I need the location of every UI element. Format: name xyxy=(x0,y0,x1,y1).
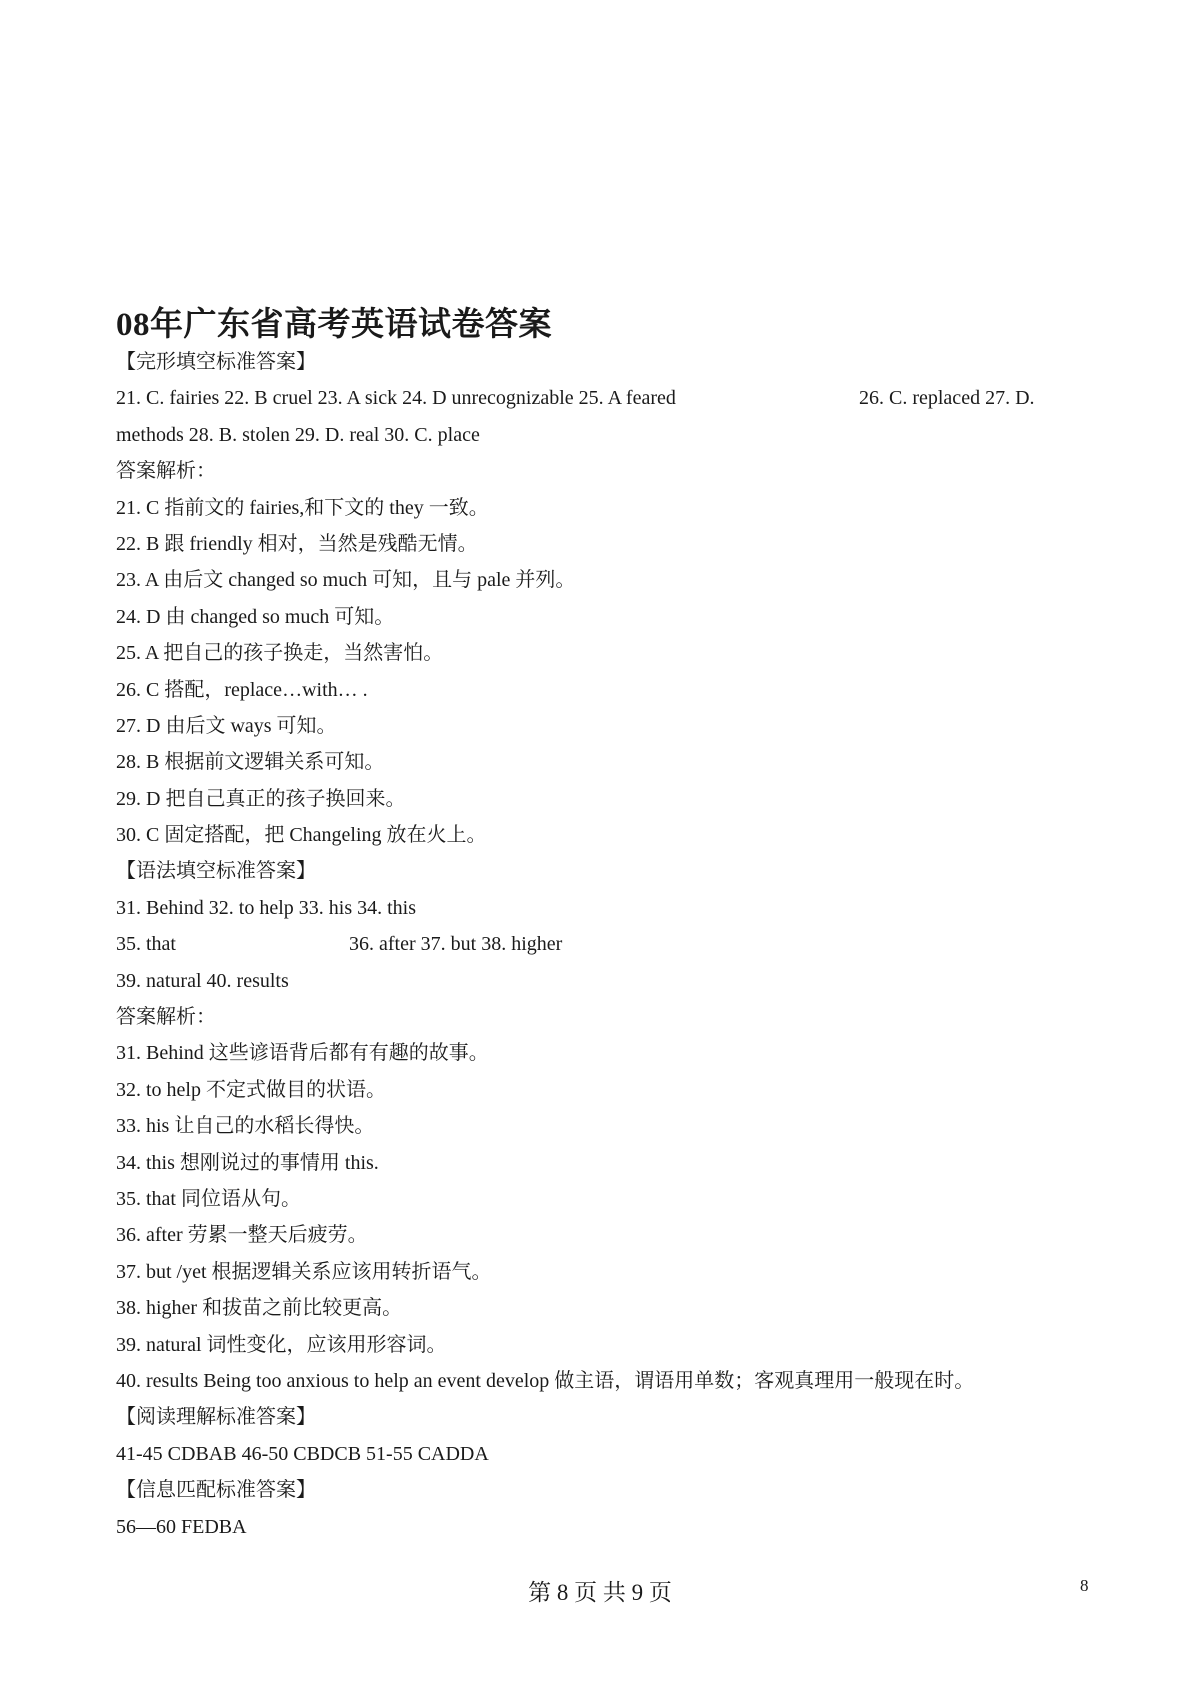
grammar-analysis-item: 38. higher 和拔苗之前比较更高。 xyxy=(116,1297,403,1320)
cloze-section-header: 【完形填空标准答案】 xyxy=(116,351,316,373)
grammar-answers-line-1: 31. Behind 32. to help 33. his 34. this xyxy=(116,896,416,919)
cloze-analysis-item: 21. C 指前文的 fairies,和下文的 they 一致。 xyxy=(116,496,489,519)
page-title: 08年广东省高考英语试卷答案 xyxy=(116,307,552,343)
grammar-answers-line-2 xyxy=(116,926,1116,962)
grammar-answers-line-3: 39. natural 40. results xyxy=(116,969,289,992)
grammar-analysis-item: 33. his 让自己的水稻长得快。 xyxy=(116,1115,375,1138)
reading-answers: 41-45 CDBAB 46-50 CBDCB 51-55 CADDA xyxy=(116,1442,489,1465)
cloze-analysis-item: 26. C 搭配，replace…with… . xyxy=(116,678,368,701)
cloze-analysis-item: 22. B 跟 friendly 相对，当然是残酷无情。 xyxy=(116,532,478,555)
page-footer: 第 8 页 共 9 页 xyxy=(528,1580,672,1605)
page-number: 8 xyxy=(1080,1576,1089,1595)
grammar-analysis-item: 34. this 想刚说过的事情用 this. xyxy=(116,1151,379,1174)
grammar-answers-left: 35. that xyxy=(116,933,176,956)
cloze-analysis-item: 25. A 把自己的孩子换走，当然害怕。 xyxy=(116,642,444,665)
cloze-analysis-header: 答案解析： xyxy=(116,460,216,483)
grammar-answers-right: 36. after 37. but 38. higher xyxy=(349,933,563,956)
reading-section-header: 【阅读理解标准答案】 xyxy=(116,1406,316,1429)
cloze-analysis-item: 30. C 固定搭配，把 Changeling 放在火上。 xyxy=(116,824,487,847)
cloze-answers-line-2: methods 28. B. stolen 29. D. real 30. C. place xyxy=(116,423,480,446)
grammar-analysis-item: 39. natural 词性变化，应该用形容词。 xyxy=(116,1333,447,1356)
grammar-analysis-item: 35. that 同位语从句。 xyxy=(116,1187,301,1210)
grammar-analysis-item: 31. Behind 这些谚语背后都有有趣的故事。 xyxy=(116,1042,489,1065)
cloze-analysis-item: 23. A 由后文 changed so much 可知，且与 pale 并列。 xyxy=(116,569,576,592)
cloze-analysis-item: 24. D 由 changed so much 可知。 xyxy=(116,605,395,628)
cloze-analysis-item: 28. B 根据前文逻辑关系可知。 xyxy=(116,751,385,774)
matching-section-header: 【信息匹配标准答案】 xyxy=(116,1479,316,1502)
cloze-answers-left: 21. C. fairies 22. B cruel 23. A sick 24. D unrecognizable 25. A feared xyxy=(116,387,676,410)
cloze-analysis-item: 29. D 把自己真正的孩子换回来。 xyxy=(116,787,406,810)
grammar-analysis-item: 36. after 劳累一整天后疲劳。 xyxy=(116,1224,368,1247)
grammar-analysis-item: 32. to help 不定式做目的状语。 xyxy=(116,1078,386,1101)
answer-content xyxy=(116,344,1116,1545)
grammar-analysis-header: 答案解析： xyxy=(116,1006,216,1029)
matching-answers: 56—60 FEDBA xyxy=(116,1515,247,1538)
grammar-analysis-item: 40. results Being too anxious to help an event develop 做主语，谓语用单数；客观真理用一般现在时。 xyxy=(116,1369,975,1392)
grammar-section-header: 【语法填空标准答案】 xyxy=(116,860,316,883)
cloze-analysis-item: 27. D 由后文 ways 可知。 xyxy=(116,714,337,737)
grammar-analysis-item: 37. but /yet 根据逻辑关系应该用转折语气。 xyxy=(116,1260,492,1283)
cloze-answers-right: 26. C. replaced 27. D. xyxy=(859,387,1035,410)
cloze-answers-line-1 xyxy=(116,380,1116,416)
